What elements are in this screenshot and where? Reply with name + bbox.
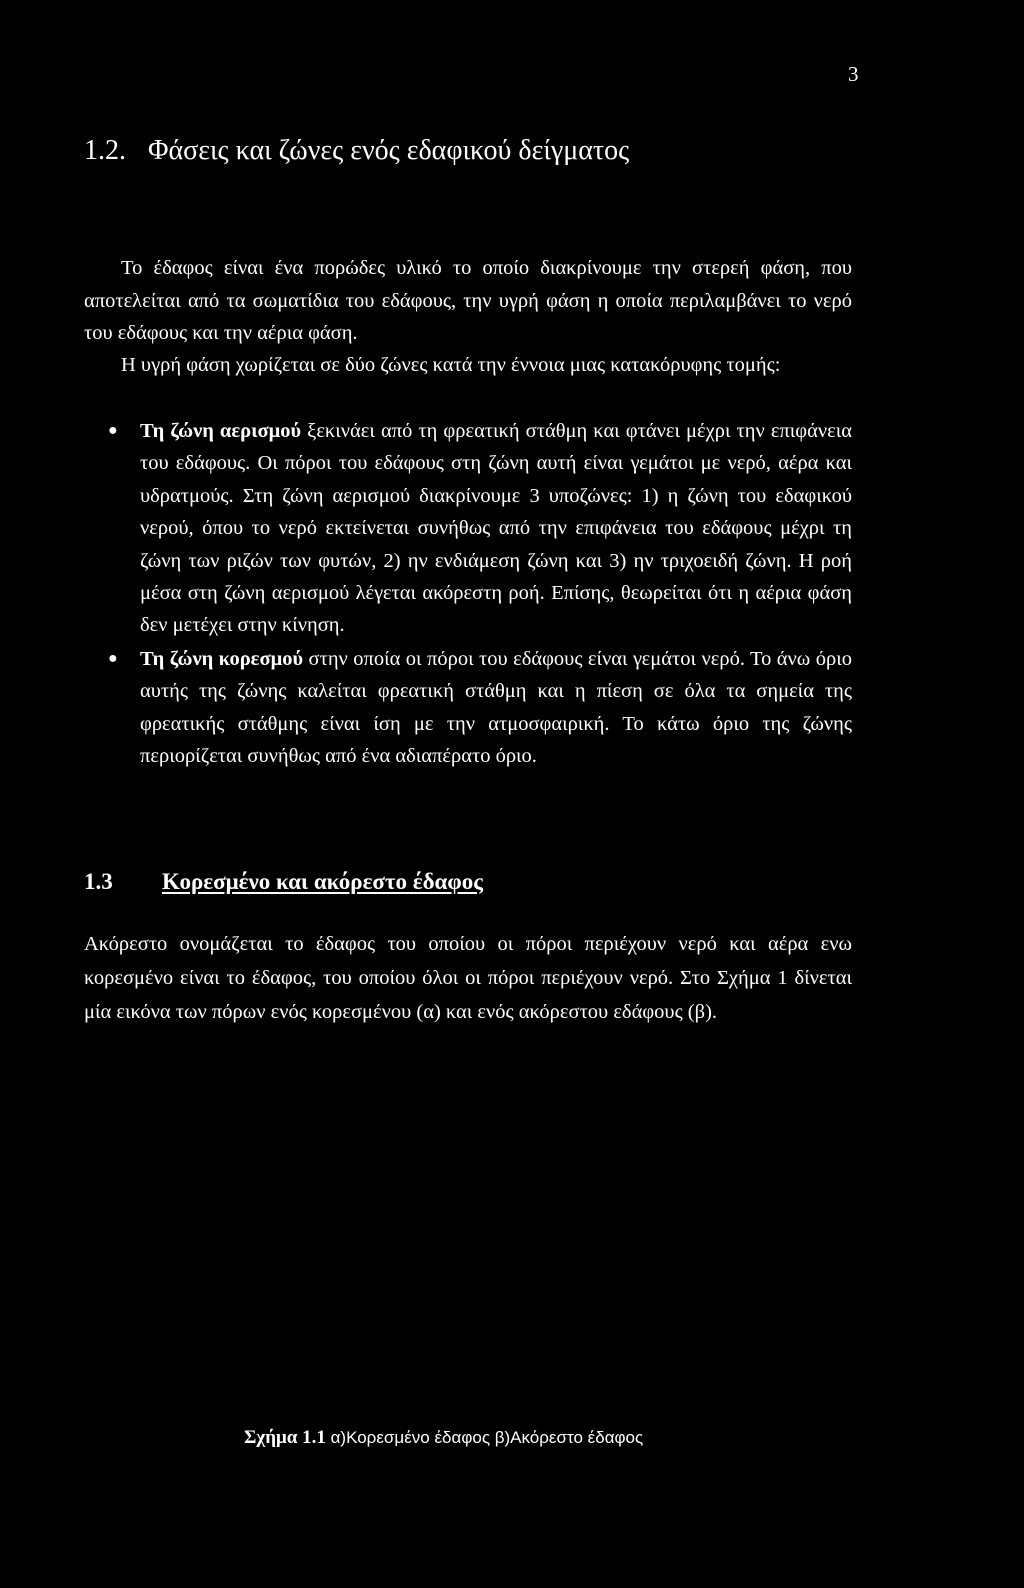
figure-caption-label: Σχήμα 1.1 (244, 1427, 326, 1448)
saturated-unsaturated-paragraph: Ακόρεστο ονομάζεται το έδαφος του οποίου οι πόροι περιέχουν νερό και αέρα ενω κορεσμένο είναι το έδαφος, του οποίου όλοι οι πόροι περιέχουν νερό. Στο Σχήμα 1 δίνεται μία εικόνα των πόρων ενός κορεσμένου (α) και ενός ακόρεστου εδάφους (β). (84, 933, 852, 1023)
list-item-saturation-zone (108, 643, 852, 773)
aeration-zone-text: ξεκινάει από τη φρεατική στάθμη και φτάνει μέχρι την επιφάνεια του εδάφους. Οι πόροι του εδάφους στη ζώνη αυτή είναι γεμάτοι με νερό, αέρα και υδρατμούς. Στη ζώνη αερισμού διακρίνουμε 3 υποζώνες: 1) η ζώνη του εδαφικού νερού, όπου το νερό εκτείνεται συνήθως από την επιφάνεια του εδάφους μέχρι τη ζώνη των ριζών των φυτών, 2) ην ενδιάμεση ζώνη και 3) ην τριχοειδή ζώνη. Η ροή μέσα στη ζώνη αερισμού λέγεται ακόρεστη ροή. Επίσης, θεωρείται ότι η αέρια φάση δεν μετέχει στην κίνηση. (140, 420, 852, 637)
figure-caption-text: α)Κορεσμένο έδαφος β)Ακόρεστο έδαφος (325, 1428, 644, 1447)
bullet-icon: ● (108, 422, 118, 439)
zones-list (108, 415, 852, 772)
liquid-phase-paragraph: Η υγρή φάση χωρίζεται σε δύο ζώνες κατά την έννοια μιας κατακόρυφης τομής: (121, 354, 781, 376)
saturation-zone-text: στην οποία οι πόροι του εδάφους είναι γεμάτοι νερό. Το άνω όριο αυτής της ζώνης καλείται φρεατική στάθμη και η πίεση σε όλα τα σημεία της φρεατικής στάθμης είναι ίση με την ατμοσφαιρική. Το κάτω όριο της ζώνης περιορίζεται συνήθως από ένα αδιαπέρατο όριο. (140, 647, 852, 768)
figure-caption (244, 1425, 643, 1451)
section-1-2-title: Φάσεις και ζώνες ενός εδαφικού δείγματος (148, 135, 630, 166)
section-1-2-heading (84, 133, 629, 169)
intro-paragraph: Το έδαφος είναι ένα πορώδες υλικό το οποίο διακρίνουμε την στερεή φάση, που αποτελείται από τα σωματίδια του εδάφους, την υγρή φάση η οποία περιλαμβάνει το νερό του εδάφους και την αέρια φάση. (84, 257, 852, 344)
bullet-icon: ● (108, 649, 118, 667)
list-item-aeration-zone (108, 415, 852, 642)
saturation-zone-term: Τη ζώνη κορεσμού (140, 647, 304, 670)
section-1-2-number: 1.2. (84, 135, 126, 166)
section-1-3-heading (84, 866, 483, 898)
aeration-zone-term: Τη ζώνη αερισμού (140, 420, 302, 442)
section-1-3-number: 1.3 (84, 869, 113, 894)
section-1-3-title: Κορεσμένο και ακόρεστο έδαφος (162, 869, 483, 894)
page-number: 3 (848, 62, 859, 86)
